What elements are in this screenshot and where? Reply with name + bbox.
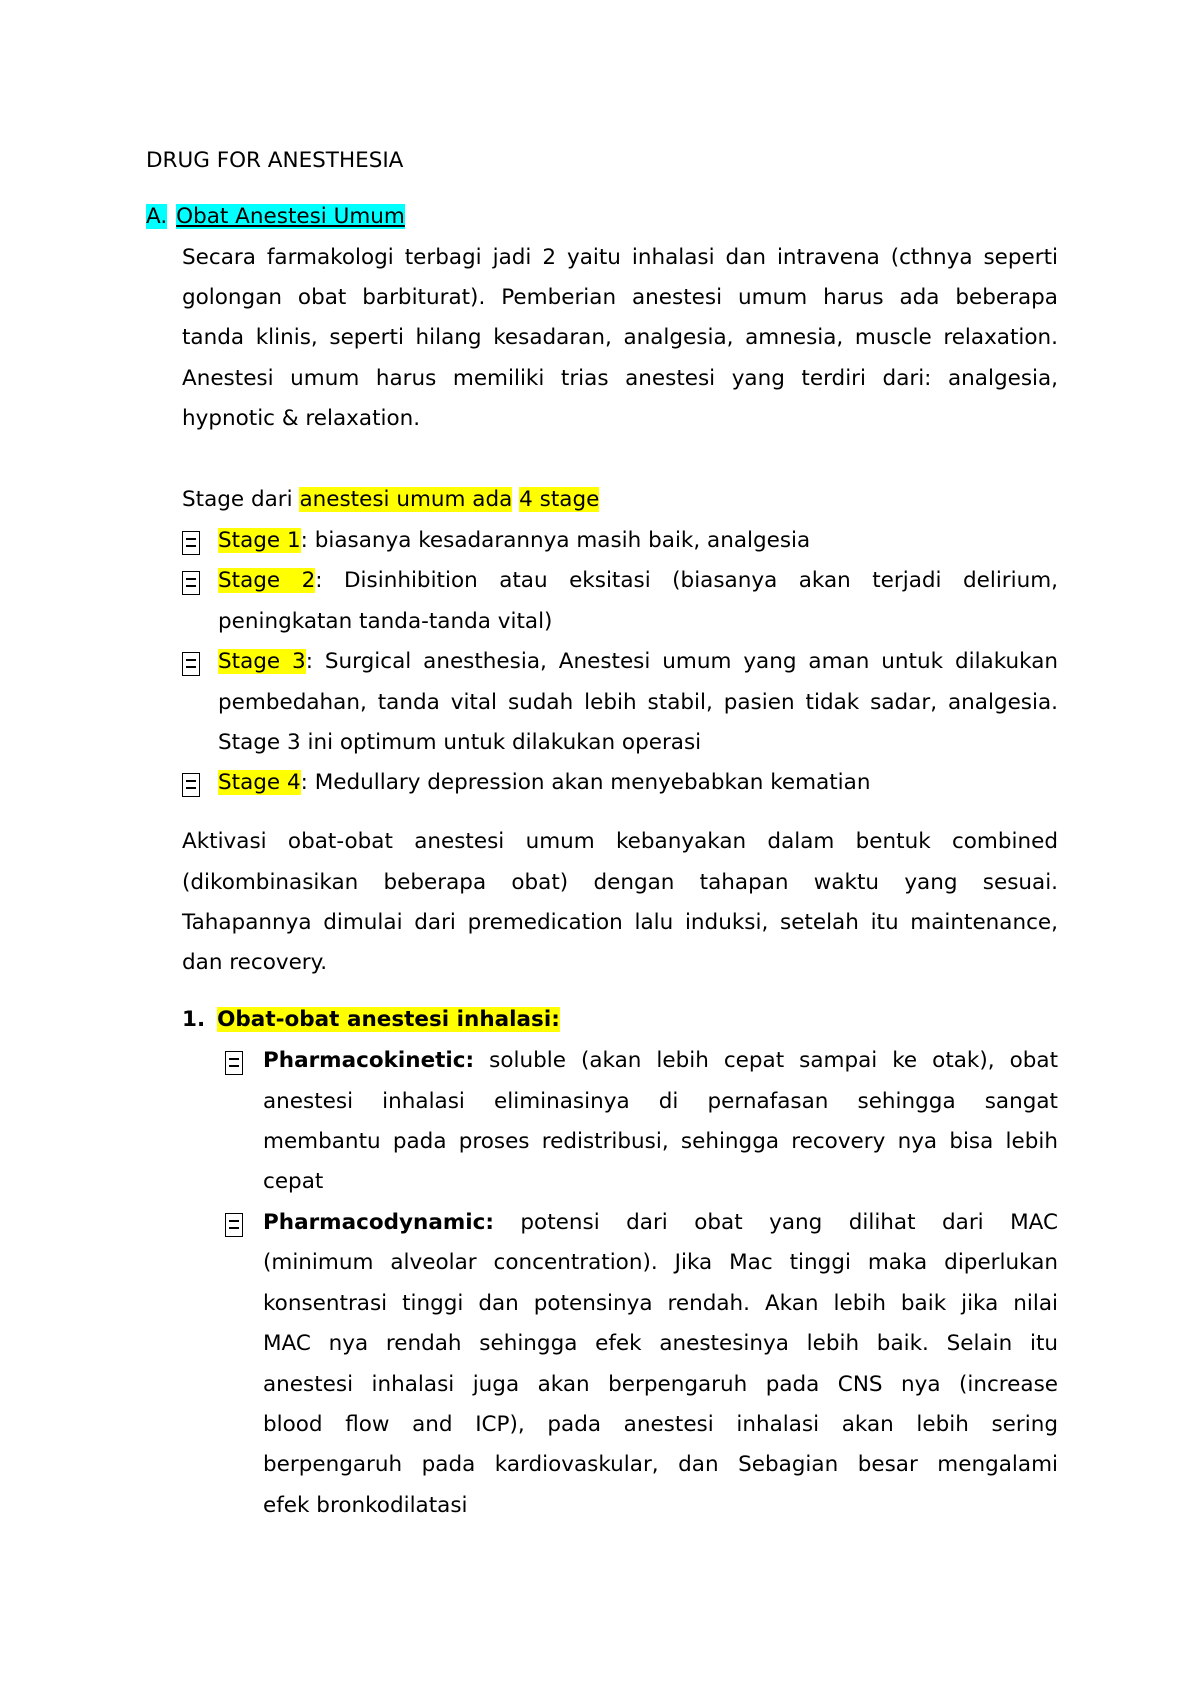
subsection-heading [182, 1005, 560, 1035]
bullet-icon [182, 571, 200, 595]
stage-item-continuation: Stage 3 ini optimum untuk dilakukan operasi [218, 730, 702, 755]
pharma-continuation: berpengaruh pada kardiovaskular, dan Sebagian besar mengalami [263, 1452, 1058, 1477]
pharma-continuation: blood flow and ICP), pada anestesi inhalasi akan lebih sering [263, 1412, 1058, 1437]
subsection-title: Obat-obat anestesi inhalasi: [217, 1007, 560, 1032]
pharma-item: Pharmacodynamic: potensi dari obat yang dilihat dari MAC [263, 1210, 1058, 1235]
paragraph-line: (dikombinasikan beberapa obat) dengan tahapan waktu yang sesuai. [182, 870, 1058, 895]
stage-item: Stage 4: Medullary depression akan menyebabkan kematian [218, 770, 871, 795]
paragraph-line: hypnotic & relaxation. [182, 406, 421, 431]
highlight-text: 4 stage [519, 487, 600, 512]
pharma-item: Pharmacokinetic: soluble (akan lebih cepat sampai ke otak), obat [263, 1048, 1058, 1073]
paragraph-line: golongan obat barbiturat). Pemberian anestesi umum harus ada beberapa [182, 285, 1058, 310]
stage-item-continuation: peningkatan tanda-tanda vital) [218, 609, 553, 634]
paragraph-line: Aktivasi obat-obat anestesi umum kebanyakan dalam bentuk combined [182, 829, 1058, 854]
pharma-continuation: cepat [263, 1169, 324, 1194]
bullet-icon [225, 1213, 243, 1237]
pharma-continuation: MAC nya rendah sehingga efek anestesinya lebih baik. Selain itu [263, 1331, 1058, 1356]
highlight-text: anestesi umum ada [299, 487, 513, 512]
paragraph-line: dan recovery. [182, 950, 328, 975]
stage-label: Stage 2 [218, 568, 316, 593]
page-title: DRUG FOR ANESTHESIA [146, 148, 404, 173]
paragraph-line: Tahapannya dimulai dari premedication lalu induksi, setelah itu maintenance, [182, 910, 1058, 935]
stage-label: Stage 4 [218, 770, 301, 795]
stage-item: Stage 2: Disinhibition atau eksitasi (biasanya akan terjadi delirium, [218, 568, 1059, 593]
bullet-icon [225, 1051, 243, 1075]
pharma-label: Pharmacodynamic: [263, 1210, 494, 1235]
section-a-title: Obat Anestesi Umum [176, 204, 405, 229]
paragraph-line: tanda klinis, seperti hilang kesadaran, analgesia, amnesia, muscle relaxation. [182, 325, 1058, 350]
stage-intro: Stage dari anestesi umum ada 4 stage [182, 487, 600, 512]
pharma-continuation: membantu pada proses redistribusi, sehingga recovery nya bisa lebih [263, 1129, 1058, 1154]
bullet-icon [182, 652, 200, 676]
stage-item-continuation: pembedahan, tanda vital sudah lebih stabil, pasien tidak sadar, analgesia. [218, 690, 1058, 715]
stage-label: Stage 1 [218, 528, 301, 553]
pharma-continuation: anestesi inhalasi eliminasinya di pernafasan sehingga sangat [263, 1089, 1058, 1114]
pharma-continuation: anestesi inhalasi juga akan berpengaruh pada CNS nya (increase [263, 1372, 1058, 1397]
paragraph-line: Anestesi umum harus memiliki trias anestesi yang terdiri dari: analgesia, [182, 366, 1058, 391]
stage-item: Stage 3: Surgical anesthesia, Anestesi umum yang aman untuk dilakukan [218, 649, 1059, 674]
pharma-continuation: efek bronkodilatasi [263, 1493, 468, 1518]
stage-label: Stage 3 [218, 649, 306, 674]
stage-item: Stage 1: biasanya kesadarannya masih baik, analgesia [218, 528, 811, 553]
subsection-marker: 1. [182, 1007, 206, 1032]
pharma-continuation: (minimum alveolar concentration). Jika Mac tinggi maka diperlukan [263, 1250, 1058, 1275]
paragraph-line: Secara farmakologi terbagi jadi 2 yaitu inhalasi dan intravena (cthnya seperti [182, 245, 1058, 270]
pharma-continuation: konsentrasi tinggi dan potensinya rendah. Akan lebih baik jika nilai [263, 1291, 1058, 1316]
section-a-marker: A. [146, 204, 168, 229]
pharma-label: Pharmacokinetic: [263, 1048, 475, 1073]
bullet-icon [182, 531, 200, 555]
bullet-icon [182, 773, 200, 797]
section-a-heading [146, 202, 405, 232]
